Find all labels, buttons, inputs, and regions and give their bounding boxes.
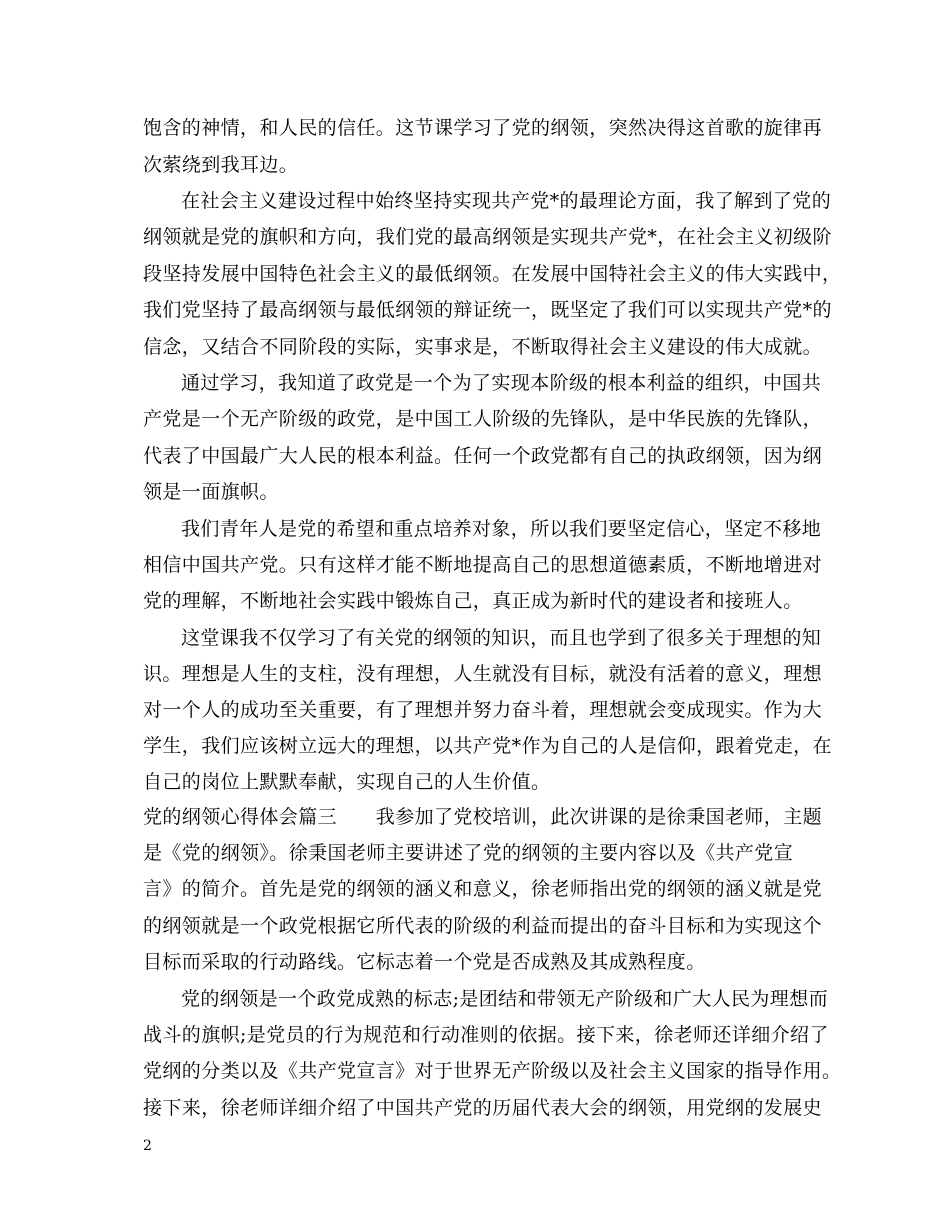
- paragraph-start-line: 我们青年人是党的希望和重点培养对象，所以我们要坚定信心，坚定不移地: [181, 518, 822, 540]
- text-line: 信念，又结合不同阶段的实际，实事求是，不断取得社会主义建设的伟大成就。: [143, 336, 823, 358]
- page-number: 2: [143, 1138, 152, 1154]
- text-line: 识。理想是人生的支柱，没有理想，人生就没有目标，就没有活着的意义，理想: [143, 663, 823, 685]
- text-line: 相信中国共产党。只有这样才能不断地提高自己的思想道德素质，不断地增进对: [143, 554, 823, 576]
- text-line: 目标而采取的行动路线。它标志着一个党是否成熟及其成熟程度。: [143, 951, 706, 973]
- text-line: 战斗的旗帜;是党员的行为规范和行动准则的依据。接下来，徐老师还详细介绍了: [143, 1024, 829, 1046]
- text-line: 纲领就是党的旗帜和方向，我们党的最高纲领是实现共产党*，在社会主义初级阶: [143, 226, 832, 248]
- text-line: 饱含的神情，和人民的信任。这节课学习了党的纲领，突然决得这首歌的旋律再: [143, 117, 823, 139]
- paragraph-start-line: 通过学习，我知道了政党是一个为了实现本阶级的根本利益的组织，中国共: [181, 372, 822, 394]
- text-line: 次萦绕到我耳边。: [143, 154, 299, 176]
- text-line: 段坚持发展中国特色社会主义的最低纲领。在发展中国特社会主义的伟大实践中，: [143, 263, 842, 285]
- text-line: 接下来，徐老师详细介绍了中国共产党的历届代表大会的纲领，用党纲的发展史: [143, 1097, 823, 1119]
- text-line: 言》的简介。首先是党的纲领的涵义和意义，徐老师指出党的纲领的涵义就是党: [143, 878, 823, 900]
- text-line: 产党是一个无产阶级的政党，是中国工人阶级的先锋队，是中华民族的先锋队，: [143, 408, 823, 430]
- text-line: 代表了中国最广大人民的根本利益。任何一个政党都有自己的执政纲领，因为纲: [143, 445, 823, 467]
- text-line: 领是一面旗帜。: [143, 481, 279, 503]
- paragraph-start-line: 这堂课我不仅学习了有关党的纲领的知识，而且也学到了很多关于理想的知: [181, 627, 822, 649]
- text-line: 党的理解，不断地社会实践中锻炼自己，真正成为新时代的建设者和接班人。: [143, 590, 803, 612]
- text-line: 我们党坚持了最高纲领与最低纲领的辩证统一，既坚定了我们可以实现共产党*的: [143, 299, 832, 321]
- text-line: 是《党的纲领》。徐秉国老师主要讲述了党的纲领的主要内容以及《共产党宣: [143, 842, 794, 864]
- text-line: 对一个人的成功至关重要，有了理想并努力奋斗着，理想就会变成现实。作为大: [143, 699, 823, 721]
- paragraph-start-line: 在社会主义建设过程中始终坚持实现共产党*的最理论方面，我了解到了党的: [181, 190, 832, 212]
- text-line: 学生，我们应该树立远大的理想，以共产党*作为自己的人是信仰，跟着党走，在: [143, 735, 832, 757]
- text-line: 党纲的分类以及《共产党宣言》对于世界无产阶级以及社会主义国家的指导作用。: [143, 1060, 842, 1082]
- section-heading-line: 党的纲领心得体会篇三 我参加了党校培训，此次讲课的是徐秉国老师，主题: [143, 806, 823, 828]
- text-line: 的纲领就是一个政党根据它所代表的阶级的利益而提出的奋斗目标和为实现这个: [143, 915, 823, 937]
- paragraph-start-line: 党的纲领是一个政党成熟的标志;是团结和带领无产阶级和广大人民为理想而: [181, 988, 829, 1010]
- text-line: 自己的岗位上默默奉献，实现自己的人生价值。: [143, 771, 551, 793]
